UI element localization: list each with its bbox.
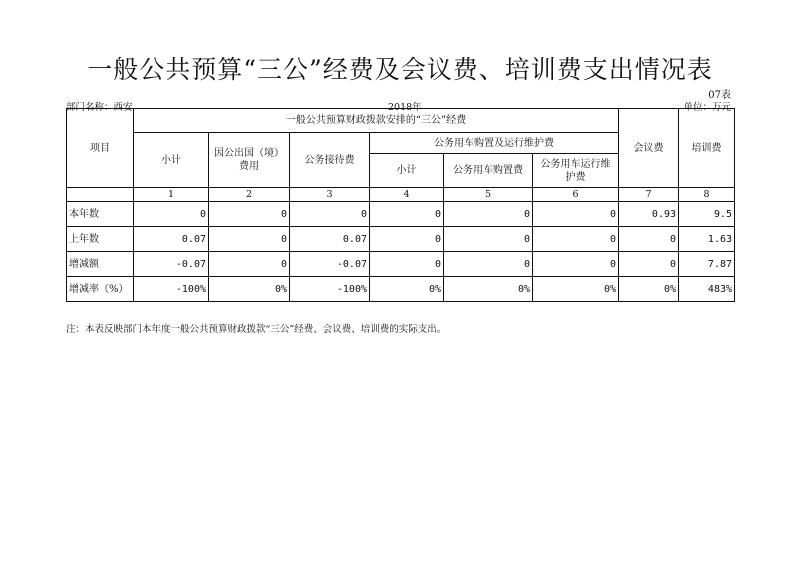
header-vehicle-maintenance: 公务用车运行维护费 (533, 154, 619, 188)
column-number: 8 (679, 188, 735, 202)
cell-value: 0 (533, 252, 619, 277)
cell-value: 0 (444, 252, 533, 277)
cell-value: 0 (370, 202, 444, 227)
header-vehicle-group: 公务用车购置及运行维护费 (370, 133, 619, 154)
cell-value: 0 (444, 227, 533, 252)
cell-value: -100% (290, 277, 370, 302)
column-number-blank (67, 188, 134, 202)
column-number: 3 (290, 188, 370, 202)
cell-value: 0 (209, 252, 290, 277)
report-title: 一般公共预算“三公”经费及会议费、培训费支出情况表 (87, 55, 713, 84)
column-number: 5 (444, 188, 533, 202)
header-vehicle-subtotal: 小计 (370, 154, 444, 188)
header-item: 项目 (67, 109, 134, 188)
report-year: 2018年 (388, 102, 422, 113)
cell-value: 0 (209, 227, 290, 252)
cell-value: 1.63 (679, 227, 735, 252)
row-label: 增减额 (67, 252, 134, 277)
table-number: 07表 (708, 90, 731, 101)
row-label: 增减率（%） (67, 277, 134, 302)
cell-value: 0 (619, 227, 679, 252)
header-meeting: 会议费 (619, 109, 679, 188)
cell-value: 0 (209, 202, 290, 227)
header-vehicle-purchase: 公务用车购置费 (444, 154, 533, 188)
footnote: 注：本表反映部门本年度一般公共预算财政拨款“三公”经费、会议费、培训费的实际支出。 (66, 324, 447, 335)
table-row (67, 202, 735, 227)
cell-value: 0.07 (290, 227, 370, 252)
header-overseas: 因公出国（境）费用 (209, 133, 290, 188)
cell-value: 0 (134, 202, 209, 227)
row-label: 本年数 (67, 202, 134, 227)
table-row (67, 277, 735, 302)
table-row (67, 252, 735, 277)
expenditure-table (66, 108, 735, 302)
header-three-public-group: 一般公共预算财政拨款安排的“三公”经费 (134, 109, 619, 133)
cell-value: 0 (619, 252, 679, 277)
column-number: 4 (370, 188, 444, 202)
column-number: 6 (533, 188, 619, 202)
header-training: 培训费 (679, 109, 735, 188)
cell-value: 0% (209, 277, 290, 302)
cell-value: -0.07 (134, 252, 209, 277)
cell-value: 0% (533, 277, 619, 302)
cell-value: 0% (444, 277, 533, 302)
department-name: 部门名称：西安 (66, 102, 133, 113)
cell-value: 0% (370, 277, 444, 302)
cell-value: 7.87 (679, 252, 735, 277)
cell-value: 0 (533, 202, 619, 227)
cell-value: 0% (619, 277, 679, 302)
cell-value: 0.07 (134, 227, 209, 252)
cell-value: 0 (370, 227, 444, 252)
table-row (67, 227, 735, 252)
cell-value: 9.5 (679, 202, 735, 227)
cell-value: 0 (290, 202, 370, 227)
cell-value: -100% (134, 277, 209, 302)
unit-label: 单位：万元 (683, 102, 731, 113)
cell-value: 0 (444, 202, 533, 227)
header-reception: 公务接待费 (290, 133, 370, 188)
column-number: 1 (134, 188, 209, 202)
cell-value: 0 (370, 252, 444, 277)
header-subtotal: 小计 (134, 133, 209, 188)
cell-value: -0.07 (290, 252, 370, 277)
cell-value: 483% (679, 277, 735, 302)
header-row-1 (67, 109, 735, 133)
column-number: 2 (209, 188, 290, 202)
cell-value: 0 (533, 227, 619, 252)
column-number-row (67, 188, 735, 202)
column-number: 7 (619, 188, 679, 202)
row-label: 上年数 (67, 227, 134, 252)
cell-value: 0.93 (619, 202, 679, 227)
